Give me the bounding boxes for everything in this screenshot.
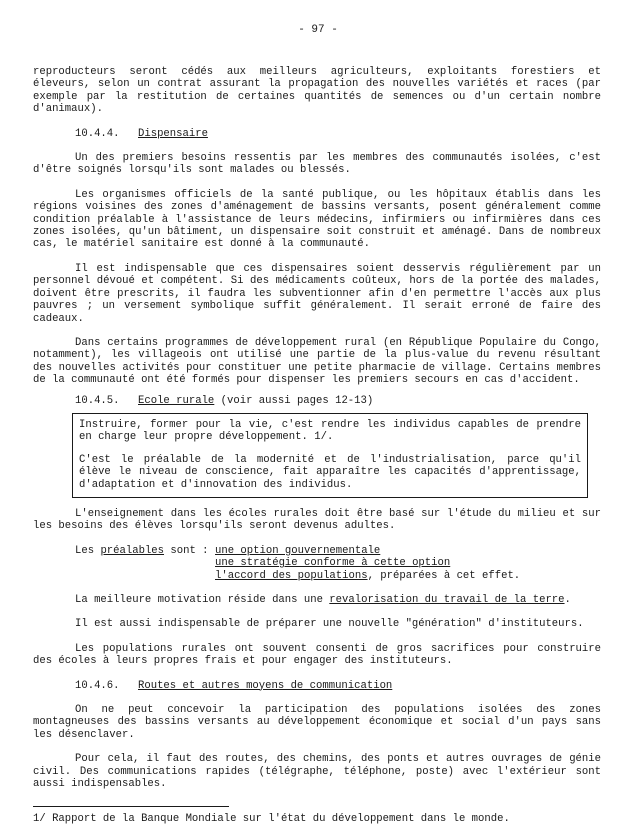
paragraph: Il est aussi indispensable de préparer une nouvelle "génération" d'instituteurs. xyxy=(75,618,584,631)
prerequisite-item: une stratégie conforme à cette option xyxy=(215,557,451,570)
intro-paragraph: reproducteurs seront cédés aux meilleurs agriculteurs, exploitants forestiers et éleveurs, selon un contrat assurant la propagation des nouvelles variétés et races (par exemple par la restitution de certaines quantités de semences ou d'un certain nombre d'animaux). xyxy=(33,66,601,116)
paragraph: Les organismes officiels de la santé publique, ou les hôpitaux établis dans les régions voisines des zones d'aménagement de bassins versants, posent généralement comme condition préalable à l'assistance de leurs médecins, infirmiers ou infirmières dans ces zones isolées, qu'un bâtiment, un dispensaire soit construit et aménagé. Dans de nombreux cas, le matériel sanitaire est donné à la communauté. xyxy=(33,188,601,251)
footnote-divider xyxy=(33,806,229,807)
prerequisite-item-tail: , préparées à cet effet. xyxy=(367,569,521,582)
section-number: 10.4.4. xyxy=(75,127,120,140)
paragraph: L'enseignement dans les écoles rurales doit être basé sur l'étude du milieu et sur les besoins des élèves lorsqu'ils seront devenus adultes. xyxy=(33,507,601,533)
section-heading-routes xyxy=(75,680,601,692)
section-number: 10.4.5. xyxy=(75,394,120,407)
paragraph-text: . xyxy=(564,594,571,606)
prerequisite-item xyxy=(215,570,520,582)
section-heading-dispensaire xyxy=(75,128,601,140)
section-title-note: (voir aussi pages 12-13) xyxy=(214,394,374,407)
quote-paragraph: C'est le préalable de la modernité et de l'industrialisation, parce qu'il élève le niveau de conscience, fait apparaître les capacités d'apprentissage, d'adaptation et d'innovation des individus. xyxy=(79,453,581,491)
prerequisite-item-text: l'accord des populations xyxy=(215,569,368,582)
paragraph-emphasis: revalorisation du travail de la terre xyxy=(329,594,565,606)
prerequisite-item: une option gouvernementale xyxy=(215,544,381,557)
paragraph: Un des premiers besoins ressentis par les membres des communautés isolées, c'est d'être soignés lorsqu'ils sont malades ou blessés. xyxy=(33,152,601,177)
quote-text: Instruire, former pour la vie, c'est rendre les individus capables de prendre en charge leur propre développement. xyxy=(79,418,581,444)
prerequisites-lead xyxy=(75,545,215,557)
section-number: 10.4.6. xyxy=(75,679,120,692)
section-title: Routes et autres moyens de communication xyxy=(138,679,393,692)
section-title: Ecole rurale xyxy=(138,394,215,407)
paragraph: Les populations rurales ont souvent consenti de gros sacrifices pour construire des écoles à leurs propres frais et pour engager des instituteurs. xyxy=(33,642,601,668)
prerequisites-list xyxy=(75,545,601,582)
quote-box xyxy=(72,413,588,498)
paragraph xyxy=(33,594,601,606)
paragraph: On ne peut concevoir la participation des populations isolées des zones montagneuses des bassins versants au développement économique et social d'un pays sans les désenclaver. xyxy=(33,704,601,741)
footnote-mark: 1/ xyxy=(33,813,46,826)
section-title: Dispensaire xyxy=(138,127,208,140)
footnote xyxy=(33,813,601,825)
footnote-reference: 1/. xyxy=(307,431,334,444)
paragraph: Il est indispensable que ces dispensaires soient desservis régulièrement par un personnel dévoué et compétent. Si des médicaments coûteux, hors de la portée des malades, doivent être prescrits, il faudra les subventionner afin d'en permettre l'accès aux plus pauvres ; un versement symbolique suffit généralement. Il serait erroné de faire des cadeaux. xyxy=(33,262,601,325)
quote-paragraph xyxy=(79,419,581,444)
footnote-text: Rapport de la Banque Mondiale sur l'état du développement dans le monde. xyxy=(45,813,510,826)
lead-keyword: préalables xyxy=(100,544,165,557)
page-number: - 97 - xyxy=(298,24,338,36)
section-heading-ecole-rurale xyxy=(75,395,601,407)
paragraph-text: La meilleure motivation réside dans une xyxy=(75,594,330,606)
lead-text: sont : xyxy=(164,544,209,557)
page-body xyxy=(33,66,601,826)
lead-text: Les xyxy=(75,544,101,557)
paragraph: Dans certains programmes de développement rural (en République Populaire du Congo, notamment), les villageois ont utilisé une partie de la plus-value du revenu résultant des nouvelles activités pour constituer une petite pharmacie de village. Certains membres de la communauté ont été formés pour dispenser les premiers secours en cas d'accident. xyxy=(33,336,601,387)
paragraph: Pour cela, il faut des routes, des chemins, des ponts et autres ouvrages de génie civil. Des communications rapides (télégraphe, téléphone, poste) avec l'extérieur sont aussi indispensables. xyxy=(33,753,601,791)
